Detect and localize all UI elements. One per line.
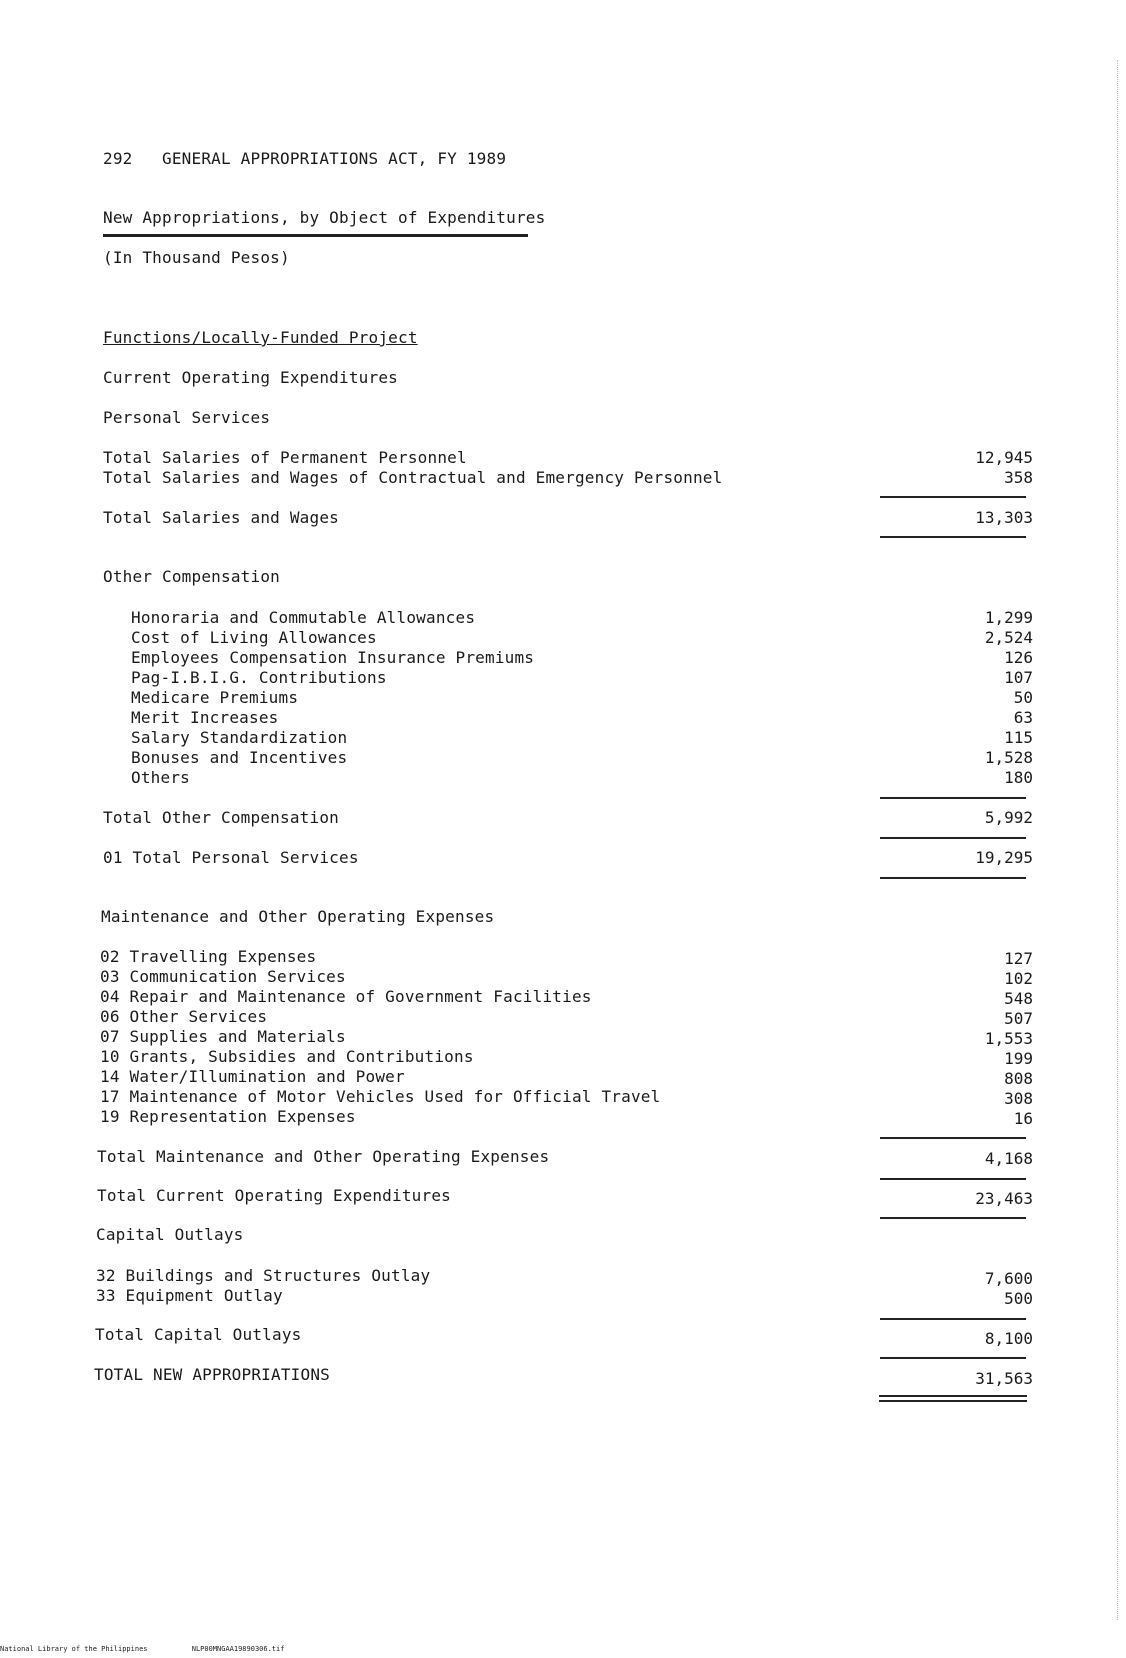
file-name: NLP00MNGAA19890306.tif — [191, 1645, 285, 1653]
total-salaries-amount: 13,303 — [975, 508, 1033, 527]
section-title: Functions/Locally-Funded Project — [103, 328, 418, 347]
other-comp-label: Employees Compensation Insurance Premiums — [131, 648, 535, 667]
other-comp-amount: 63 — [1013, 708, 1033, 727]
other-comp-amount: 1,299 — [984, 608, 1033, 627]
other-comp-amount: 2,524 — [984, 628, 1033, 647]
mooe-amount: 199 — [1004, 1049, 1033, 1068]
other-comp-amount: 50 — [1013, 688, 1033, 707]
capital-label: 33 Equipment Outlay — [96, 1286, 283, 1305]
subtotal-rule — [880, 496, 1026, 498]
subtotal-rule — [880, 797, 1026, 799]
grand-total-amount: 31,563 — [975, 1369, 1033, 1388]
mooe-label: 06 Other Services — [100, 1007, 268, 1026]
library-credit: National Library of the Philippines — [0, 1645, 148, 1653]
other-comp-label: Others — [131, 768, 190, 787]
grand-total-double-rule — [879, 1400, 1027, 1402]
mooe-amount: 16 — [1013, 1109, 1033, 1128]
total-current-label: Total Current Operating Expenditures — [97, 1186, 451, 1205]
subtotal-rule — [880, 536, 1026, 538]
mooe-label: 10 Grants, Subsidies and Contributions — [100, 1047, 474, 1066]
page-number: 292 — [103, 149, 133, 168]
other-comp-amount: 126 — [1004, 648, 1033, 667]
capital-label: 32 Buildings and Structures Outlay — [96, 1266, 431, 1285]
other-comp-label: Salary Standardization — [131, 728, 348, 747]
total-personal-amount: 19,295 — [975, 848, 1033, 867]
page-header-title: GENERAL APPROPRIATIONS ACT, FY 1989 — [162, 149, 507, 168]
salary-row-label: Total Salaries of Permanent Personnel — [103, 448, 467, 467]
mooe-label: 04 Repair and Maintenance of Government Facilities — [100, 987, 592, 1006]
subtotal-rule — [880, 877, 1026, 879]
mooe-label: 19 Representation Expenses — [100, 1107, 356, 1126]
subtotal-rule — [880, 837, 1026, 839]
mooe-label: 17 Maintenance of Motor Vehicles Used for Official Travel — [100, 1087, 661, 1106]
other-comp-label: Bonuses and Incentives — [131, 748, 348, 767]
capital-amount: 7,600 — [984, 1269, 1033, 1288]
unit-note: (In Thousand Pesos) — [103, 248, 290, 267]
other-comp-amount: 180 — [1004, 768, 1033, 787]
total-capital-label: Total Capital Outlays — [95, 1325, 302, 1344]
total-salaries-label: Total Salaries and Wages — [103, 508, 339, 527]
mooe-amount: 127 — [1004, 949, 1033, 968]
total-other-comp-amount: 5,992 — [984, 808, 1033, 827]
scan-edge — [1117, 60, 1118, 1620]
other-comp-label: Honoraria and Commutable Allowances — [131, 608, 476, 627]
personal-services-heading: Personal Services — [103, 408, 271, 427]
salary-row-label: Total Salaries and Wages of Contractual and Emergency Personnel — [103, 468, 723, 487]
total-mooe-amount: 4,168 — [984, 1149, 1033, 1168]
other-comp-heading: Other Compensation — [103, 567, 280, 586]
other-comp-amount: 1,528 — [984, 748, 1033, 767]
subtotal-rule — [880, 1137, 1026, 1139]
mooe-heading: Maintenance and Other Operating Expenses — [101, 907, 495, 926]
total-mooe-label: Total Maintenance and Other Operating Expenses — [97, 1147, 550, 1166]
salary-row-amount: 358 — [1004, 468, 1033, 487]
other-comp-amount: 107 — [1004, 668, 1033, 687]
scan-footer — [0, 1645, 324, 1653]
capital-amount: 500 — [1004, 1289, 1033, 1308]
mooe-amount: 808 — [1004, 1069, 1033, 1088]
current-operating-heading: Current Operating Expenditures — [103, 368, 398, 387]
capital-heading: Capital Outlays — [96, 1225, 244, 1244]
page-title: New Appropriations, by Object of Expenditures — [103, 208, 546, 227]
other-comp-label: Medicare Premiums — [131, 688, 299, 707]
other-comp-label: Merit Increases — [131, 708, 279, 727]
subtotal-rule — [880, 1318, 1026, 1320]
mooe-label: 14 Water/Illumination and Power — [100, 1067, 405, 1086]
total-capital-amount: 8,100 — [984, 1329, 1033, 1348]
other-comp-label: Cost of Living Allowances — [131, 628, 377, 647]
mooe-amount: 507 — [1004, 1009, 1033, 1028]
salary-row-amount: 12,945 — [975, 448, 1033, 467]
total-current-amount: 23,463 — [975, 1189, 1033, 1208]
title-rule — [103, 234, 528, 237]
grand-total-double-rule — [879, 1395, 1027, 1397]
mooe-label: 02 Travelling Expenses — [100, 947, 317, 966]
total-other-comp-label: Total Other Compensation — [103, 808, 339, 827]
grand-total-label: TOTAL NEW APPROPRIATIONS — [94, 1365, 330, 1384]
mooe-label: 07 Supplies and Materials — [100, 1027, 346, 1046]
mooe-amount: 308 — [1004, 1089, 1033, 1108]
subtotal-rule — [880, 1178, 1026, 1180]
total-personal-label: 01 Total Personal Services — [103, 848, 359, 867]
mooe-amount: 1,553 — [984, 1029, 1033, 1048]
subtotal-rule — [880, 1357, 1026, 1359]
mooe-amount: 102 — [1004, 969, 1033, 988]
other-comp-amount: 115 — [1004, 728, 1033, 747]
subtotal-rule — [880, 1217, 1026, 1219]
mooe-amount: 548 — [1004, 989, 1033, 1008]
mooe-label: 03 Communication Services — [100, 967, 346, 986]
other-comp-label: Pag-I.B.I.G. Contributions — [131, 668, 387, 687]
